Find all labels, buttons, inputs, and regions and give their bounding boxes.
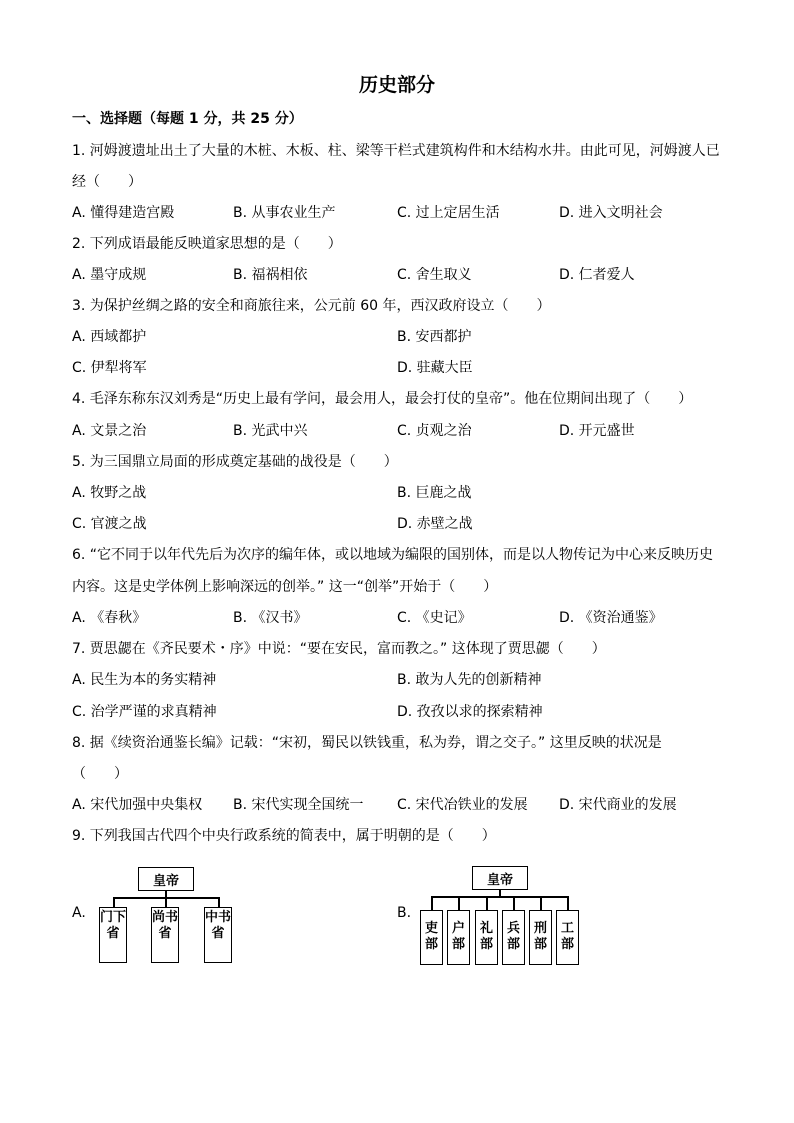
question-5-stem: 5. 为三国鼎立局面的形成奠定基础的战役是（ ） xyxy=(72,454,398,470)
q3-option-a: A. 西域都护 xyxy=(72,329,147,345)
q5-option-c: C. 官渡之战 xyxy=(72,516,147,532)
q4-option-d: D. 开元盛世 xyxy=(559,423,635,439)
q6-option-b: B. 《汉书》 xyxy=(233,610,308,626)
q3-option-d: D. 驻藏大臣 xyxy=(397,360,473,376)
q6-option-c: C. 《史记》 xyxy=(397,610,472,626)
q8-option-d: D. 宋代商业的发展 xyxy=(559,797,677,813)
q3-option-b: B. 安西都护 xyxy=(397,329,472,345)
q9-option-a: A. xyxy=(72,905,86,921)
org-chart-b-child-6: 工部 xyxy=(556,910,579,965)
question-2-stem: 2. 下列成语最能反映道家思想的是（ ） xyxy=(72,236,342,252)
q8-option-c: C. 宋代冶铁业的发展 xyxy=(397,797,528,813)
q2-option-c: C. 舍生取义 xyxy=(397,267,472,283)
q5-option-d: D. 赤壁之战 xyxy=(397,516,473,532)
q1-option-d: D. 进入文明社会 xyxy=(559,205,663,221)
q8-option-a: A. 宋代加强中央集权 xyxy=(72,797,203,813)
q3-option-c: C. 伊犁将军 xyxy=(72,360,147,376)
q5-option-a: A. 牧野之战 xyxy=(72,485,147,501)
org-chart-b-child-4: 兵部 xyxy=(502,910,525,965)
question-9-stem: 9. 下列我国古代四个中央行政系统的简表中，属于明朝的是（ ） xyxy=(72,828,496,844)
q2-option-d: D. 仁者爱人 xyxy=(559,267,635,283)
org-chart-a-child-2: 尚书省 xyxy=(151,907,179,963)
question-6-line-2: 内容。这是史学体例上影响深远的创举。” 这一“创举”开始于（ ） xyxy=(72,579,498,595)
q8-option-b: B. 宋代实现全国统一 xyxy=(233,797,364,813)
question-4-stem: 4. 毛泽东称东汉刘秀是“历史上最有学问，最会用人，最会打仗的皇帝”。他在位期间出现了（ ） xyxy=(72,391,693,407)
q7-option-d: D. 孜孜以求的探索精神 xyxy=(397,704,543,720)
q1-option-a: A. 懂得建造宫殿 xyxy=(72,205,175,221)
org-chart-a-child-3: 中书省 xyxy=(204,907,232,963)
q9-option-b: B. xyxy=(397,905,412,921)
q4-option-a: A. 文景之治 xyxy=(72,423,147,439)
question-3-stem: 3. 为保护丝绸之路的安全和商旅往来，公元前 60 年，西汉政府设立（ ） xyxy=(72,298,551,314)
org-chart-a-top: 皇帝 xyxy=(138,867,194,891)
q7-option-c: C. 治学严谨的求真精神 xyxy=(72,704,217,720)
q2-option-b: B. 福祸相依 xyxy=(233,267,308,283)
org-chart-a-child-1: 门下省 xyxy=(99,907,127,963)
section-title: 一、选择题（每题 1 分，共 25 分） xyxy=(72,111,303,127)
q4-option-b: B. 光武中兴 xyxy=(233,423,308,439)
org-chart-b-child-2: 户部 xyxy=(447,910,470,965)
q4-option-c: C. 贞观之治 xyxy=(397,423,472,439)
org-chart-b-child-1: 吏部 xyxy=(420,910,443,965)
org-chart-b-child-3: 礼部 xyxy=(475,910,498,965)
page-title: 历史部分 xyxy=(358,74,435,96)
q6-option-a: A. 《春秋》 xyxy=(72,610,147,626)
question-1-line-2: 经（ ） xyxy=(72,174,142,190)
q7-option-b: B. 敢为人先的创新精神 xyxy=(397,672,542,688)
question-8-line-1: 8. 据《续资治通鉴长编》记载：“宋初，蜀民以铁钱重，私为券，谓之交子。” 这里反映的状况是 xyxy=(72,735,662,751)
question-1-line-1: 1. 河姆渡遗址出土了大量的木桩、木板、柱、梁等干栏式建筑构件和木结构水井。由此可见，河姆渡人已 xyxy=(72,143,720,159)
q5-option-b: B. 巨鹿之战 xyxy=(397,485,472,501)
question-6-line-1: 6. “它不同于以年代先后为次序的编年体，或以地域为编限的国别体，而是以人物传记为中心来反映历史 xyxy=(72,547,714,563)
org-chart-b-child-5: 刑部 xyxy=(529,910,552,965)
q6-option-d: D. 《资治通鉴》 xyxy=(559,610,663,626)
q2-option-a: A. 墨守成规 xyxy=(72,267,147,283)
q7-option-a: A. 民生为本的务实精神 xyxy=(72,672,217,688)
question-8-line-2: （ ） xyxy=(72,766,128,782)
q1-option-b: B. 从事农业生产 xyxy=(233,205,336,221)
question-7-stem: 7. 贾思勰在《齐民要术・序》中说：“要在安民，富而教之。” 这体现了贾思勰（ ） xyxy=(72,641,606,657)
q1-option-c: C. 过上定居生活 xyxy=(397,205,500,221)
org-chart-b-top: 皇帝 xyxy=(472,866,528,890)
